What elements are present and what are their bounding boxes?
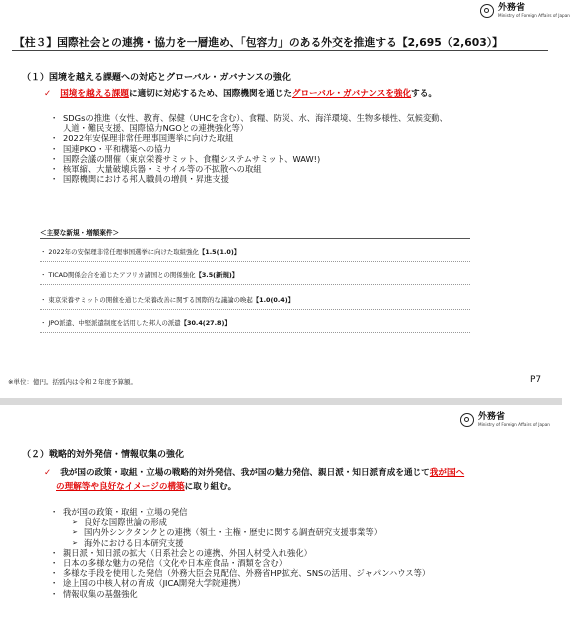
- page-separator: [0, 398, 562, 405]
- mofa-emblem-icon: [480, 4, 494, 18]
- lead-text: 我が国の政策・取組・立場の戦略的対外発信、我が国の魅力発信、親日派・知日派育成を通じて: [60, 468, 430, 478]
- list-item: ・ 国際機関における邦人職員の増員・昇進支援: [50, 174, 229, 185]
- dotted-divider: [40, 261, 470, 262]
- lead-statement-1: [44, 87, 437, 101]
- arrow-bullet-icon: ➢: [72, 518, 78, 527]
- list-item: ・ 多様な手段を使用した発信（外務大臣会見配信、外務省HP拡充、SNSの活用、ジャパンハウス等）: [50, 568, 431, 579]
- list-item: ・ 情報収集の基盤強化: [50, 588, 138, 599]
- key-item: ・ JPO派遣、中堅派遣制度を活用した邦人の派遣【30.4(27.8)】: [40, 319, 231, 327]
- check-icon: ✓: [44, 468, 52, 478]
- check-icon: ✓: [44, 89, 52, 99]
- list-item: ・ 国際会議の開催（東京栄養サミット、食糧システムサミット、WAW!): [50, 153, 321, 164]
- list-item: ・ 核軍縮、大量破壊兵器・ミサイル等の不拡散への取組: [50, 164, 262, 175]
- key-items-header: ＜主要な新規・増額案件＞: [40, 229, 120, 237]
- lead-highlight: 国境を越える課題: [60, 89, 129, 99]
- lead-text: に適切に対応するため、国際機関を通じた: [128, 89, 292, 99]
- lead-statement-2: [44, 466, 464, 494]
- list-item: ・ 親日派・知日派の拡大（日系社会との連携、外国人材受入れ強化）: [50, 547, 312, 558]
- list-item: ・ 途上国の中核人材の育成（JICA開発大学院連携）: [50, 578, 246, 589]
- title-divider: [12, 50, 548, 51]
- logo-name-ja: 外務省: [478, 412, 506, 422]
- section-heading-1: （１）国境を越える課題への対応とグローバル・ガバナンスの強化: [22, 73, 291, 83]
- logo-name-en: Ministry of Foreign Affairs of Japan: [478, 422, 550, 427]
- page-number: P7: [530, 375, 542, 385]
- arrow-bullet-icon: ➢: [72, 538, 78, 547]
- logo-name-ja: 外務省: [498, 3, 526, 13]
- sub-list-item: ➢ 良好な国際世論の形成: [72, 517, 167, 528]
- dotted-divider: [40, 332, 470, 333]
- list-item: ・ 日本の多様な魅力の発信（文化や日本産食品・酒類を含む）: [50, 558, 288, 569]
- key-item: ・ 東京栄養サミットの開催を通じた栄養改善に関する国際的な議論の喚起【1.0(0.4)】: [40, 296, 295, 304]
- page-title: 【柱３】国際社会との連携・協力を一層進め、「包容力」のある外交を推進する【2,695（2,603）】: [14, 36, 503, 49]
- list-item-continuation: 人道・難民支援、国際協力NGOとの連携強化等）: [63, 123, 249, 134]
- lead-highlight: グローバル・ガバナンスを強化: [291, 89, 412, 99]
- slide-page-8: [0, 405, 562, 634]
- list-item: ・ 2022年安保理非常任理事国選挙に向けた取組: [50, 133, 234, 144]
- list-item: ・ SDGsの推進（女性、教育、保健（UHCを含む）、食糧、防災、水、海洋環境、生物多様性、気候変動、: [50, 113, 448, 123]
- lead-text: する。: [411, 89, 437, 99]
- section-heading-2: （２）戦略的対外発信・情報収集の強化: [22, 450, 185, 460]
- lead-text: に取り組む。: [184, 482, 237, 492]
- sub-list-item: ➢ 国内外シンクタンクとの連携（領土・主権・歴史に関する調査研究支援事業等）: [72, 527, 382, 538]
- mofa-emblem-icon: [460, 413, 474, 427]
- dotted-divider: [40, 309, 470, 310]
- bullet-list-2: [50, 507, 430, 599]
- footnote: ※単位：億円。括弧内は令和２年度予算額。: [8, 378, 137, 386]
- sub-list-item: ➢ 海外における日本研究支援: [72, 537, 184, 548]
- mofa-logo: [460, 413, 550, 427]
- lead-highlight: の理解等や良好なイメージの構築: [56, 482, 185, 492]
- mofa-logo: [480, 4, 570, 18]
- lead-highlight: 我が国へ: [429, 468, 465, 478]
- key-item: ・ 2022年の安保理非常任理事国選挙に向けた取組強化【1.5(1.0)】: [40, 248, 241, 256]
- bullet-list-1: [50, 113, 448, 184]
- dotted-divider: [40, 284, 470, 285]
- arrow-bullet-icon: ➢: [72, 528, 78, 537]
- list-item: ・ 国連PKO・平和構築への協力: [50, 143, 171, 154]
- list-item: ・ 我が国の政策・取組・立場の発信: [50, 507, 188, 517]
- key-items-divider: [40, 238, 470, 239]
- key-item: ・ TICAD関係会合を通じたアフリカ諸国との関係強化【3.5(新規)】: [40, 271, 239, 279]
- logo-name-en: Ministry of Foreign Affairs of Japan: [498, 13, 570, 18]
